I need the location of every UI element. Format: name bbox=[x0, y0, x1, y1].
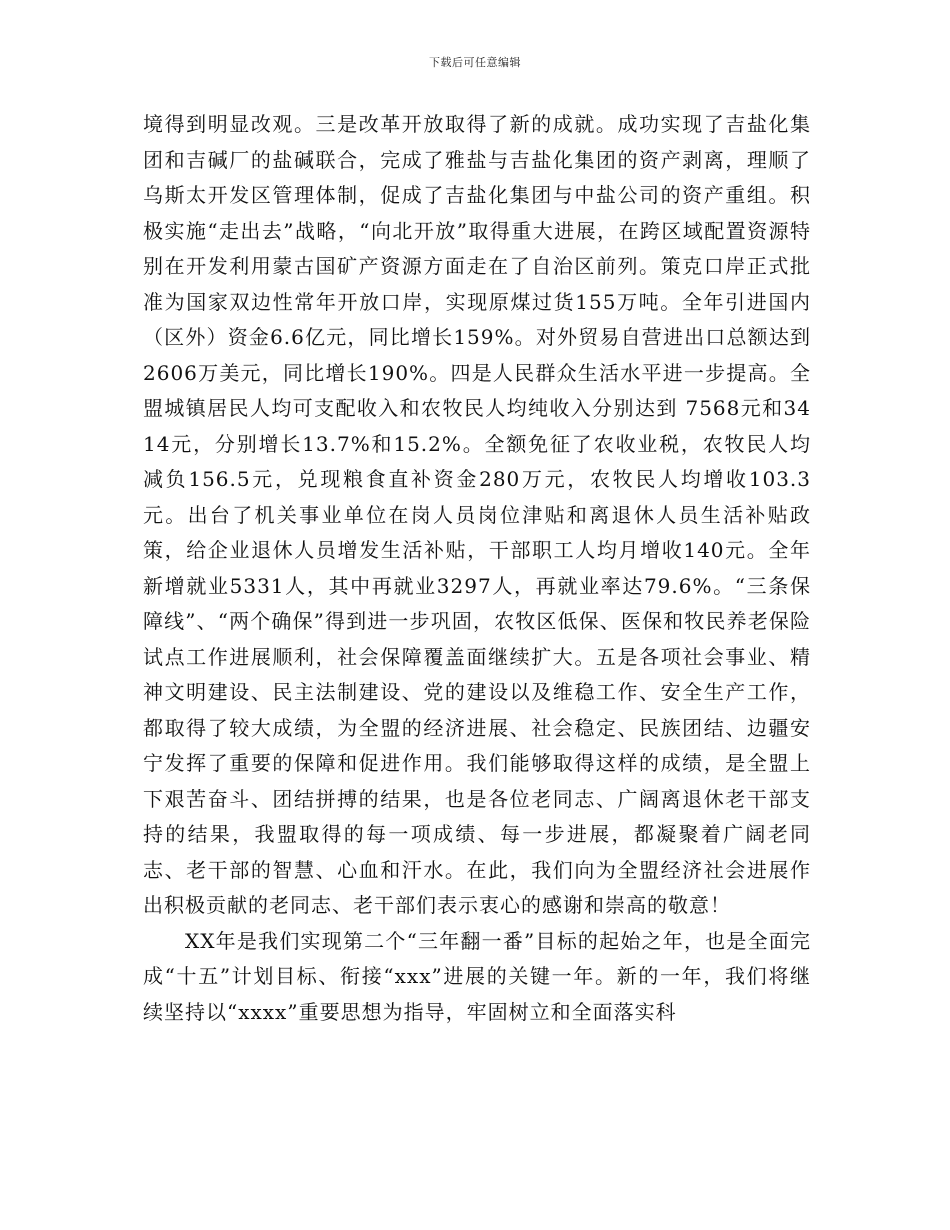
document-body bbox=[143, 107, 811, 1030]
paragraph: XX年是我们实现第二个“三年翻一番”目标的起始之年，也是全面完成“十五”计划目标、衔接“xxx”进展的关键一年。新的一年，我们将继续坚持以“xxxx”重要思想为指导，牢固树立和全面落实科 bbox=[143, 928, 811, 1024]
page-header: 下载后可任意编辑 bbox=[429, 56, 521, 69]
paragraph: 境得到明显改观。三是改革开放取得了新的成就。成功实现了吉盐化集团和吉碱厂的盐碱联合，完成了雅盐与吉盐化集团的资产剥离，理顺了乌斯太开发区管理体制，促成了吉盐化集团与中盐公司的资产重组。积极实施“走出去”战略，“向北开放”取得重大进展，在跨区域配置资源特别在开发利用蒙古国矿产资源方面走在了自治区前列。策克口岸正式批准为国家双边性常年开放口岸，实现原煤过货155万吨。全年引进国内（区外）资金6.6亿元，同比增长159%。对外贸易自营进出口总额达到2606万美元，同比增长190%。四是人民群众生活水平进一步提高。全盟城镇居民人均可支配收入和农牧民人均纯收入分别达到 7568元和3414元，分别增长13.7%和15.2%。全额免征了农收业税，农牧民人均减负156.5元，兑现粮食直补资金280万元，农牧民人均增收103.3元。出台了机关事业单位在岗人员岗位津贴和离退休人员生活补贴政策，给企业退休人员增发生活补贴，干部职工人均月增收140元。全年新增就业5331人，其中再就业3297人，再就业率达79.6%。“三条保障线”、“两个确保”得到进一步巩固，农牧区低保、医保和牧民养老保险试点工作进展顺利，社会保障覆盖面继续扩大。五是各项社会事业、精神文明建设、民主法制建设、党的建设以及维稳工作、安全生产工作，都取得了较大成绩，为全盟的经济进展、社会稳定、民族团结、边疆安宁发挥了重要的保障和促进作用。我们能够取得这样的成绩，是全盟上下艰苦奋斗、团结拼搏的结果，也是各位老同志、广阔离退休老干部支持的结果，我盟取得的每一项成绩、每一步进展，都凝聚着广阔老同志、老干部的智慧、心血和汗水。在此，我们向为全盟经济社会进展作出积极贡献的老同志、老干部们表示衷心的感谢和崇高的敬意！ bbox=[143, 112, 811, 917]
